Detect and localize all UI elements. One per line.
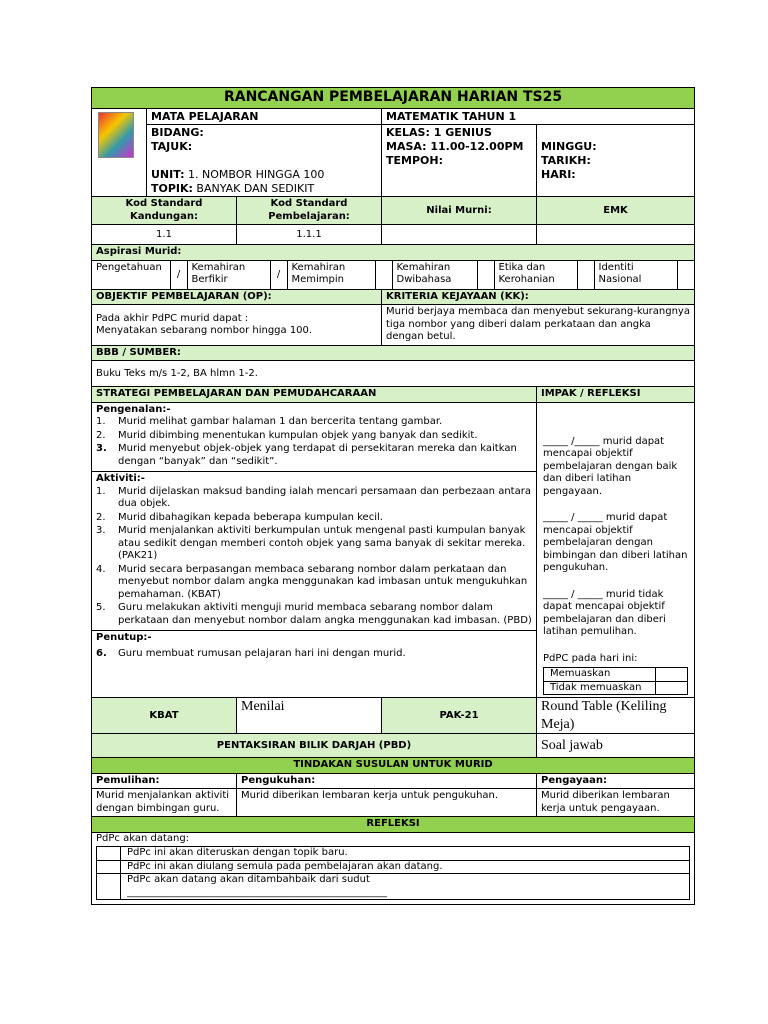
op-text-objective: Menyatakan sebarang nombor hingga 100.	[96, 325, 313, 336]
pengukuhan-text: Murid diberikan lembaran kerja untuk pengukuhan.	[237, 789, 537, 817]
emk-value	[537, 225, 695, 245]
ksk-value: 1.1	[92, 225, 237, 245]
ksp-value: 1.1.1	[237, 225, 382, 245]
kelas-field: KELAS: 1 GENIUS	[386, 126, 492, 140]
aspirasi-item-label: Pengetahuan	[92, 261, 170, 289]
impak-baik: _____ /_____ murid dapat mencapai objektif pembelajaran dengan baik dan diberi latihan pengayaan.	[543, 435, 678, 497]
aspirasi-item-mark	[577, 261, 594, 289]
refleksi-blank-line: ____________________________________________________	[127, 886, 387, 898]
kbat-value: Menilai	[237, 698, 382, 734]
tindakan-label: TINDAKAN SUSULAN UNTUK MURID	[92, 758, 695, 774]
rating-memuaskan: Memuaskan	[544, 668, 656, 682]
topik-value: BANYAK DAN SEDIKIT	[192, 181, 315, 195]
lesson-plan-table	[91, 87, 695, 905]
aspirasi-item-mark: /	[170, 261, 187, 289]
aspirasi-item-mark	[677, 261, 695, 289]
unit-label: UNIT:	[151, 167, 185, 181]
pengenalan-list	[96, 416, 532, 468]
subject-name: MATEMATIK TAHUN 1	[382, 108, 695, 125]
tempoh-field: TEMPOH:	[386, 153, 443, 167]
pemulihan-label: Pemulihan:	[92, 773, 237, 789]
pak21-label: PAK-21	[382, 698, 537, 734]
kk-label: KRITERIA KEJAYAAN (KK):	[382, 289, 695, 305]
aspirasi-item-label: Kemahiran Dwibahasa	[392, 261, 477, 289]
aktiviti-list	[96, 486, 532, 628]
topik-label: TOPIK:	[151, 181, 193, 195]
emk-label: EMK	[537, 197, 695, 225]
penutup-list	[96, 648, 532, 661]
list-item: 6. Guru membuat rumusan pelajaran hari ini dengan murid.	[96, 647, 406, 659]
aspirasi-item-label: Kemahiran Berfikir	[187, 261, 270, 289]
impak-label: IMPAK / REFLEKSI	[537, 387, 695, 403]
refleksi-option: PdPc akan datang akan ditambahbaik dari sudut	[127, 874, 370, 886]
ksk-label: Kod Standard Kandungan:	[92, 197, 237, 225]
refleksi-options-table	[96, 846, 690, 900]
aktiviti-label: Aktiviti:-	[96, 473, 145, 485]
rating-memuaskan-box[interactable]	[656, 668, 688, 682]
list-item: 2. Murid dibimbing menentukan kumpulan objek yang banyak dan sedikit.	[96, 429, 478, 441]
strategi-label: STRATEGI PEMBELAJARAN DAN PEMUDAHCARAAN	[92, 387, 537, 403]
refleksi-option: PdPc ini akan diteruskan dengan topik baru.	[121, 847, 690, 861]
nilai-murni-label: Nilai Murni:	[382, 197, 537, 225]
list-item: 5. Guru melakukan aktiviti menguji murid membaca sebarang nombor dalam perkataan dan menyebut nombor dalam angka menggunakan kad imbasan. (PBD)	[96, 602, 532, 626]
refleksi-label: REFLEKSI	[92, 817, 695, 833]
list-item: 3. Murid menjalankan aktiviti berkumpulan untuk mengenal pasti kumpulan banyak atau sedikit dengan memberi contoh objek yang sama banyak di sekitar mereka. (PAK21)	[96, 525, 526, 562]
aspirasi-item-label: Etika dan Kerohanian	[494, 261, 577, 289]
refleksi-intro: PdPc akan datang:	[96, 832, 190, 844]
impak-bimbingan: _____ / _____ murid dapat mencapai objektif pembelajaran dengan bimbingan dan diberi latihan pengukuhan.	[543, 512, 688, 574]
pdpc-rating-table	[543, 667, 688, 695]
bbb-label: BBB / SUMBER:	[92, 345, 695, 361]
bbb-text: Buku Teks m/s 1-2, BA hlmn 1-2.	[92, 361, 695, 387]
aspirasi-item-mark: /	[270, 261, 287, 289]
masa-field: MASA: 11.00-12.00PM	[386, 140, 524, 153]
aspirasi-item-label: Identiti Nasional	[594, 261, 677, 289]
aspirasi-item-label: Kemahiran Memimpin	[287, 261, 375, 289]
list-item: 1. Murid melihat gambar halaman 1 dan bercerita tentang gambar.	[96, 416, 443, 428]
refleksi-option-box[interactable]	[97, 860, 121, 874]
pengenalan-label: Pengenalan:-	[96, 403, 171, 415]
impak-pemulihan: _____ / _____ murid tidak dapat mencapai objektif pembelajaran dan diberi latihan pemulihan.	[543, 588, 666, 638]
kk-text: Murid berjaya membaca dan menyebut sekurang-kurangnya tiga nombor yang diberi dalam perkataan dan angka dengan betul.	[382, 305, 695, 346]
aspirasi-label: Aspirasi Murid:	[92, 245, 695, 261]
list-item: 1. Murid dijelaskan maksud banding ialah mencari persamaan dan perbezaan antara dua objek.	[96, 485, 531, 510]
pdpc-hari-ini-label: PdPC pada hari ini:	[543, 652, 638, 664]
list-item: 4. Murid secara berpasangan membaca sebarang nombor dalam perkataan dan menyebut nombor dalam angka menggunakan kad imbasan untuk mengukuhkan pemahaman. (KBAT)	[96, 563, 528, 600]
pak21-value: Round Table (Keliling Meja)	[537, 698, 695, 734]
bidang-label: BIDANG:	[151, 126, 204, 140]
pbd-label: PENTAKSIRAN BILIK DARJAH (PBD)	[92, 734, 537, 758]
aspirasi-item-mark	[375, 261, 392, 289]
pbd-value: Soal jawab	[537, 734, 695, 758]
kbat-label: KBAT	[92, 698, 237, 734]
aspirasi-item-mark	[477, 261, 494, 289]
mata-pelajaran-label: MATA PELAJARAN	[147, 108, 382, 125]
refleksi-option-box[interactable]	[97, 847, 121, 861]
list-item: 3. Murid menyebut objek-objek yang terdapat di persekitaran mereka dan kaitkan dengan “banyak” dan “sedikit”.	[96, 443, 517, 467]
minggu-field: MINGGU:	[541, 140, 597, 154]
textbook-cover-image	[98, 112, 134, 158]
lesson-plan-sheet	[91, 87, 694, 905]
textbook-thumbnail	[92, 108, 147, 197]
refleksi-option-box[interactable]	[97, 874, 121, 900]
ksp-label: Kod Standard Pembelajaran:	[237, 197, 382, 225]
pemulihan-text: Murid menjalankan aktiviti dengan bimbingan guru.	[92, 789, 237, 817]
penutup-label: Penutup:-	[96, 632, 152, 644]
rating-tidak-memuaskan-box[interactable]	[656, 681, 688, 695]
page-title: RANCANGAN PEMBELAJARAN HARIAN TS25	[92, 88, 695, 109]
list-item: 2. Murid dibahagikan kepada beberapa kumpulan kecil.	[96, 511, 383, 523]
op-text-intro: Pada akhir PdPC murid dapat :	[96, 312, 249, 324]
rating-tidak-memuaskan: Tidak memuaskan	[544, 681, 656, 695]
pengayaan-label: Pengayaan:	[537, 773, 695, 789]
tajuk-label: TAJUK:	[151, 140, 193, 153]
tarikh-field: TARIKH:	[541, 153, 591, 167]
refleksi-option: PdPc ini akan diulang semula pada pembelajaran akan datang.	[121, 860, 690, 874]
op-label: OBJEKTIF PEMBELAJARAN (OP):	[92, 289, 382, 305]
pengayaan-text: Murid diberikan lembaran kerja untuk pengayaan.	[537, 789, 695, 817]
unit-value: 1. NOMBOR HINGGA 100	[184, 167, 325, 181]
hari-field: HARI:	[541, 167, 576, 181]
nilai-murni-value	[382, 225, 537, 245]
aspirasi-table	[92, 261, 695, 289]
pengukuhan-label: Pengukuhan:	[237, 773, 537, 789]
